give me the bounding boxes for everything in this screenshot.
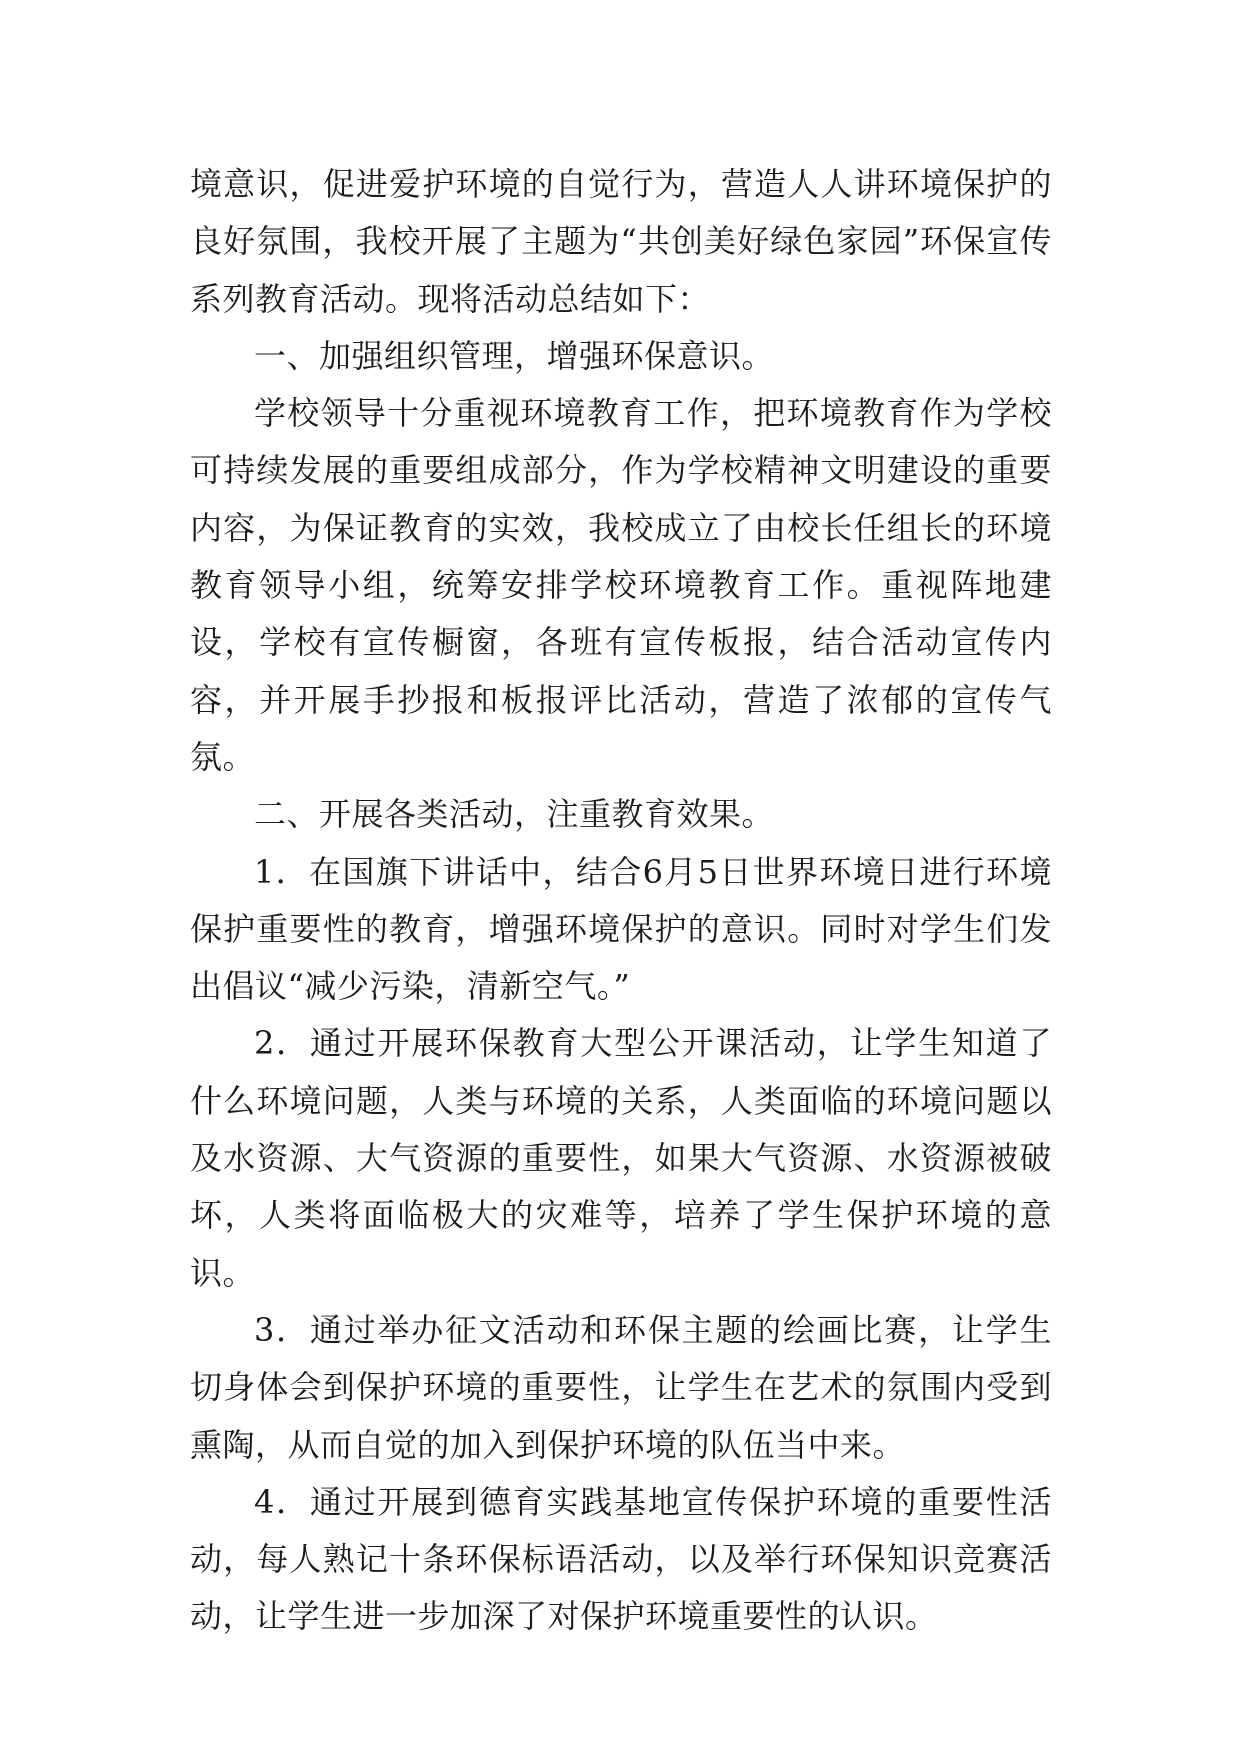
paragraph-intro: 境意识，促进爱护环境的自觉行为，营造人人讲环境保护的良好氛围，我校开展了主题为“共创美好绿色家园”环保宣传系列教育活动。现将活动总结如下： — [190, 165, 1052, 318]
list-item-1: 1．在国旗下讲话中，结合6月5日世界环境日进行环境保护重要性的教育，增强环境保护的意识。同时对学生们发出倡议“减少污染，清新空气。” — [190, 852, 1052, 1006]
section-heading-2: 二、开展各类活动，注重教育效果。 — [254, 795, 775, 834]
list-item-4: 4．通过开展到德育实践基地宣传保护环境的重要性活动，每人熟记十条环保标语活动，以及举行环保知识竞赛活动，让学生进一步加深了对保护环境重要性的认识。 — [190, 1482, 1052, 1636]
document-body — [190, 156, 1052, 1646]
section-heading-1: 一、加强组织管理，增强环保意识。 — [254, 336, 775, 375]
list-item-2: 2．通过开展环保教育大型公开课活动，让学生知道了什么环境问题，人类与环境的关系，人类面临的环境问题以及水资源、大气资源的重要性，如果大气资源、水资源被破坏，人类将面临极大的灾难等，培养了学生保护环境的意识。 — [190, 1024, 1052, 1292]
list-item-3: 3．通过举办征文活动和环保主题的绘画比赛，让学生切身体会到保护环境的重要性，让学生在艺术的氛围内受到熏陶，从而自觉的加入到保护环境的队伍当中来。 — [190, 1310, 1052, 1464]
paragraph-organization: 学校领导十分重视环境教育工作，把环境教育作为学校可持续发展的重要组成部分，作为学校精神文明建设的重要内容，为保证教育的实效，我校成立了由校长任组长的环境教育领导小组，统筹安排学校环境教育工作。重视阵地建设，学校有宣传橱窗，各班有宣传板报，结合活动宣传内容，并开展手抄报和板报评比活动，营造了浓郁的宣传气氛。 — [190, 394, 1052, 776]
